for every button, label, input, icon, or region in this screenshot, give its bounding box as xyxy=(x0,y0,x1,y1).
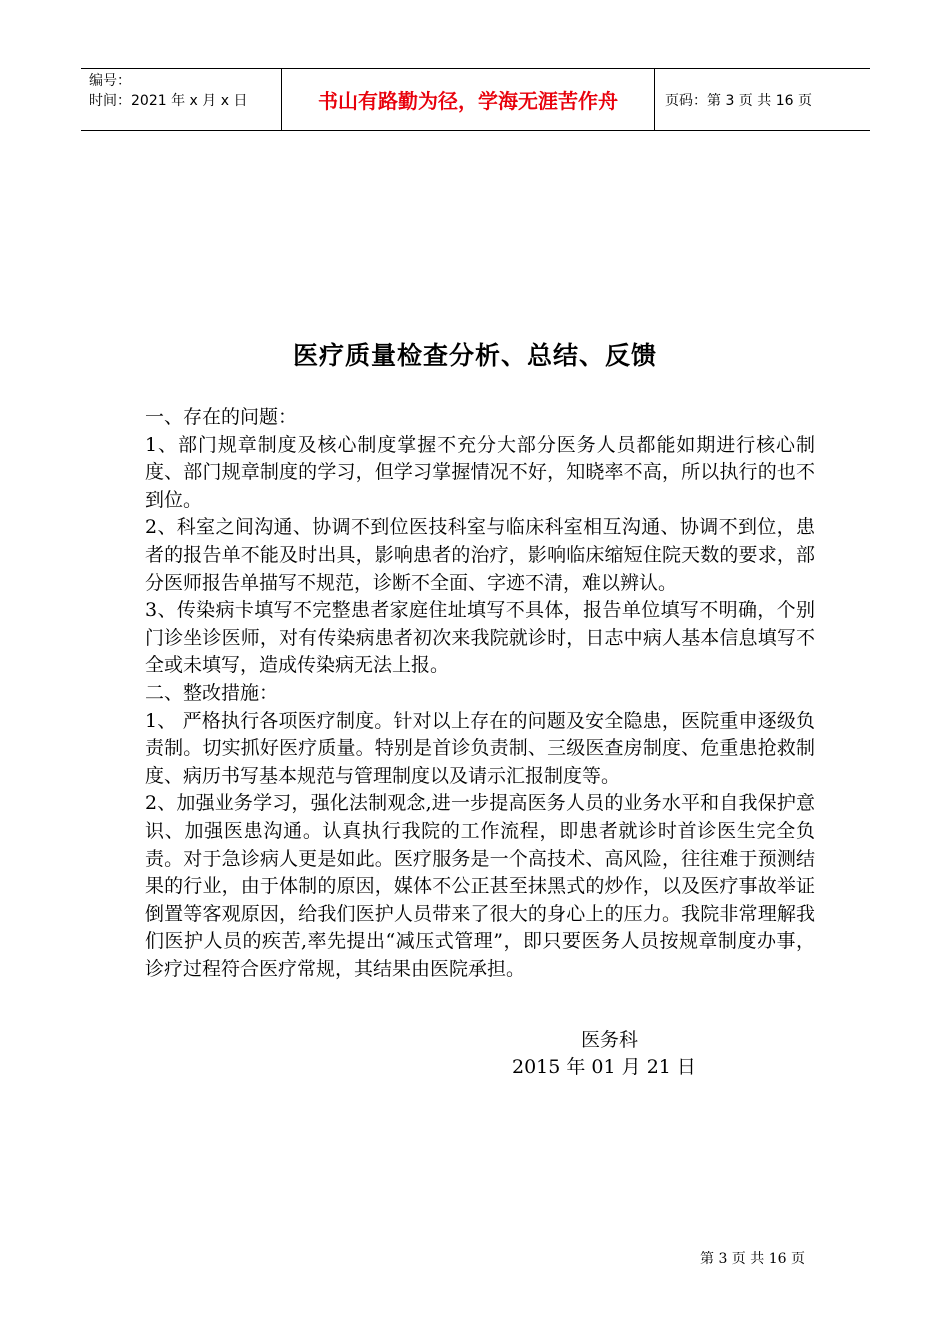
header-divider xyxy=(654,69,655,130)
header-time-label: 时间：2021 年 x 月 x 日 xyxy=(89,93,248,109)
page-footer: 第 3 页 共 16 页 xyxy=(700,1251,805,1267)
page-header xyxy=(81,68,870,131)
header-motto: 书山有路勤为径，学海无涯苦作舟 xyxy=(318,89,618,113)
paragraph: 1、部门规章制度及核心制度掌握不充分大部分医务人员都能如期进行核心制度、部门规章制度的学习，但学习掌握情况不好，知晓率不高，所以执行的也不到位。 xyxy=(145,433,815,511)
header-number-label: 编号： xyxy=(89,73,131,89)
header-meta xyxy=(89,71,279,111)
paragraph: 2、加强业务学习，强化法制观念,进一步提高医务人员的业务水平和自我保护意识、加强医患沟通。认真执行我院的工作流程，即患者就诊时首诊医生完全负责。对于急诊病人更是如此。医疗服务是一个高技术、高风险，往往难于预测结果的行业，由于体制的原因，媒体不公正甚至抹黑式的炒作，以及医疗事故举证倒置等客观原因，给我们医护人员带来了很大的身心上的压力。我院非常理解我们医护人员的疾苦,率先提出“减压式管理”，即只要医务人员按规章制度办事，诊疗过程符合医疗常规，其结果由医院承担。 xyxy=(145,792,815,980)
document-title: 医疗质量检查分析、总结、反馈 xyxy=(292,341,657,370)
paragraph: 1、 严格执行各项医疗制度。针对以上存在的问题及安全隐患，医院重申逐级负责制。切实抓好医疗质量。特别是首诊负责制、三级医查房制度、危重患抢救制度、病历书写基本规范与管理制度以及请示汇报制度等。 xyxy=(145,709,815,787)
paragraph: 2、科室之间沟通、协调不到位医技科室与临床科室相互沟通、协调不到位，患者的报告单不能及时出具，影响患者的治疗，影响临床缩短住院天数的要求，部分医师报告单描写不规范，诊断不全面、字迹不清，难以辨认。 xyxy=(145,516,815,594)
signature-department: 医务科 xyxy=(581,1029,639,1051)
document-body xyxy=(145,404,815,983)
section-heading-measures: 二、整改措施： xyxy=(145,681,279,704)
section-heading-problems: 一、存在的问题： xyxy=(145,406,298,428)
signature-date: 2015 年 01 月 21 日 xyxy=(512,1056,696,1078)
paragraph: 3、传染病卡填写不完整患者家庭住址填写不具体，报告单位填写不明确，个别门诊坐诊医师，对有传染病患者初次来我院就诊时，日志中病人基本信息填写不全或未填写，造成传染病无法上报。 xyxy=(145,599,815,677)
header-page-info: 页码：第 3 页 共 16 页 xyxy=(665,92,812,109)
